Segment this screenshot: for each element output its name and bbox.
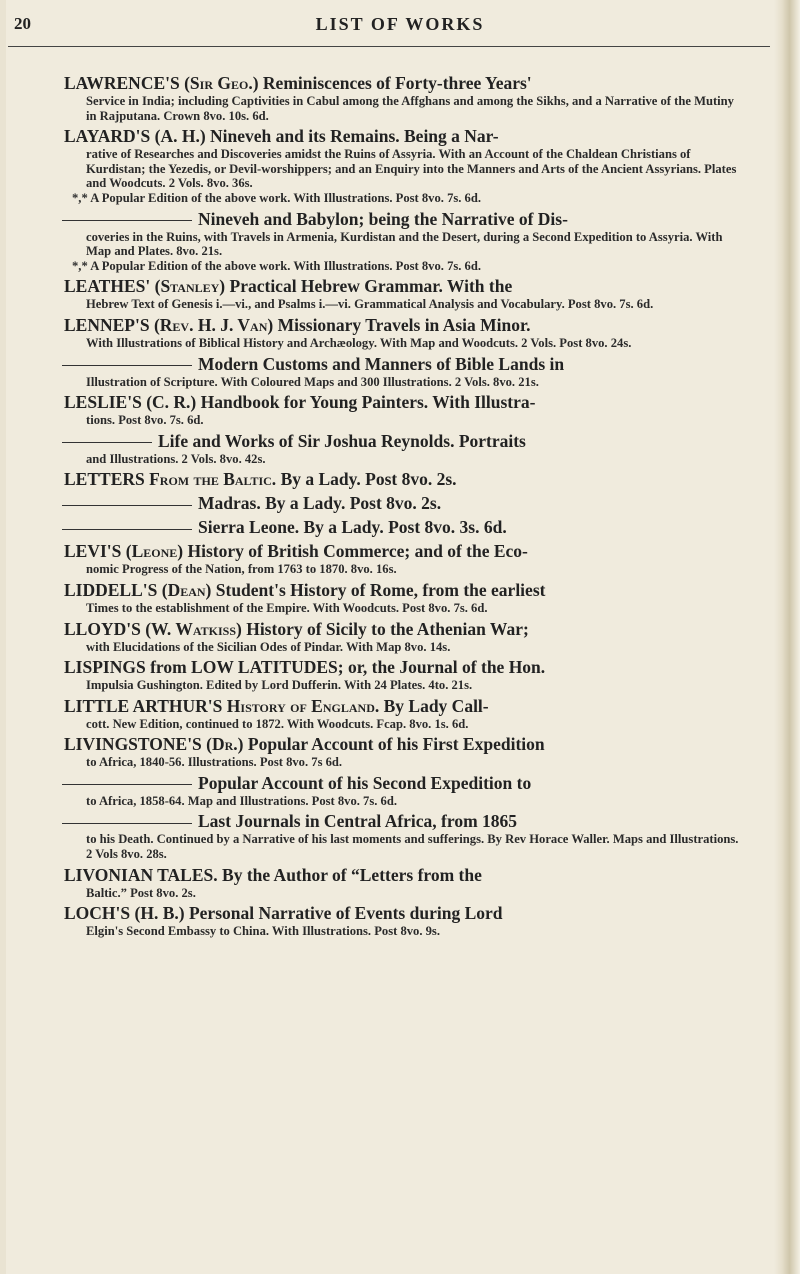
entry-description: Baltic.” Post 8vo. 2s. [86,885,196,900]
ditto-dash [62,823,192,824]
page-edge-right [774,0,800,1274]
entry-lispings [64,657,740,693]
entry-title: Life and Works of Sir Joshua Reynolds. Portraits [158,430,526,451]
entry-qualifier: (Stanley) [154,276,226,297]
entry-description: to Africa, 1840-56. Illustrations. Post 8vo. 7s 6d. [86,755,343,770]
entry-title: Nineveh and Babylon; being the Narrative of Dis- [198,208,568,229]
ditto-dash [62,784,192,785]
entry-description: Times to the establishment of the Empire. With Woodcuts. Post 8vo. 7s. 6d. [86,600,488,615]
entry-description: with Elucidations of the Sicilian Odes of Pindar. With Map 8vo. 14s. [86,639,451,654]
entry-author: LLOYD'S [64,618,141,639]
ditto-dash [62,505,192,506]
entry-description: Service in India; including Captivities in Cabul among the Affghans and among the Sikhs, and a Narrative of the Mutiny in Rajputana. Crown 8vo. 10s. 6d. [86,94,734,123]
entry-leathes [64,276,740,312]
page-number: 20 [14,14,31,33]
entry-author: LEVI'S [64,541,122,562]
entry-title: By a Lady. Post 8vo. 2s. [280,469,457,490]
ditto-dash [62,529,192,530]
entry-title: By the Author of “Letters from the [222,864,482,885]
entry-title: Nineveh and its Remains. Being a Nar- [210,126,499,147]
entry-lennep-customs [64,354,740,390]
entry-layard [64,126,740,205]
entry-author: LAYARD'S [64,126,151,147]
entry-description: coveries in the Ruins, with Travels in Armenia, Kurdistan and the Desert, during a Second Expedition to Assyria. With Map and Plates. 8vo. 21s. [86,229,723,259]
entry-author: LESLIE'S [64,392,142,413]
entry-title: Practical Hebrew Grammar. With the [229,276,513,297]
entry-letters-baltic [64,469,740,490]
entry-qualifier: (W. Watkiss) [145,618,242,639]
entry-author: LEATHES' [64,276,151,297]
works-listing [64,73,740,942]
entry-author: LIDDELL'S [64,579,158,600]
entry-note: *,* A Popular Edition of the above work. With Illustrations. Post 8vo. 7s. 6d. [72,190,482,205]
entry-letters-madras [64,493,740,514]
entry-qualifier: History of England. [226,695,380,716]
entry-qualifier: (Dr.) [206,734,244,755]
entry-note: *,* A Popular Edition of the above work. With Illustrations. Post 8vo. 7s. 6d. [72,258,482,273]
entry-description: nomic Progress of the Nation, from 1763 to 1870. 8vo. 16s. [86,562,397,577]
entry-description: rative of Researches and Discoveries amidst the Ruins of Assyria. With an Account of the Chaldean Christians of Kurdistan; the Yezedis, or Devil-worshippers; and an Enquiry into the Manners and Arts of the Ancient Assyrians. Plates and Woodcuts. 2 Vols. 8vo. 36s. [86,147,737,191]
entry-title: Student's History of Rome, from the earliest [215,579,546,600]
entry-title: Madras. By a Lady. Post 8vo. 2s. [198,493,442,514]
entry-title: History of British Commerce; and of the Eco- [187,541,528,562]
entry-title: Modern Customs and Manners of Bible Lands in [198,353,565,374]
entry-loch [64,903,740,939]
entry-qualifier: (C. R.) [146,392,197,413]
entry-author: LENNEP'S [64,314,150,335]
entry-lennep [64,315,740,351]
entry-description: tions. Post 8vo. 7s. 6d. [86,413,204,428]
entry-description: Illustration of Scripture. With Coloured Maps and 300 Illustrations. 2 Vols. 8vo. 21s. [86,374,539,389]
entry-description: cott. New Edition, continued to 1872. With Woodcuts. Fcap. 8vo. 1s. 6d. [86,716,469,731]
entry-qualifier: (Dean) [161,579,212,600]
entry-qualifier: From the Baltic. [149,469,277,490]
entry-title: Personal Narrative of Events during Lord [188,903,503,924]
ditto-dash [62,365,192,366]
entry-qualifier: (Rev. H. J. Van) [153,314,274,335]
entry-title: By Lady Call- [383,695,489,716]
entry-title: Sierra Leone. By a Lady. Post 8vo. 3s. 6d. [198,517,507,538]
entry-livingstone-journals [64,811,740,861]
entry-leslie [64,392,740,428]
entry-title: Last Journals in Central Africa, from 1865 [198,811,518,832]
header-rule [8,46,770,47]
entry-livingstone [64,734,740,770]
ditto-dash [62,442,152,443]
entry-author: LISPINGS [64,657,146,678]
entry-letters-sierra-leone [64,517,740,538]
entry-author: LETTERS [64,469,145,490]
entry-liddell [64,580,740,616]
entry-author: LIVINGSTONE'S [64,734,202,755]
page-edge-left [0,0,6,1274]
entry-title: Reminiscences of Forty-three Years' [262,73,532,93]
entry-title: Popular Account of his First Expedition [247,734,545,755]
entry-qualifier: (H. B.) [134,903,185,924]
entry-author: LAWRENCE'S [64,73,180,93]
entry-lawrence [64,73,740,123]
entry-lloyd [64,619,740,655]
entry-description: With Illustrations of Biblical History and Archæology. With Map and Woodcuts. 2 Vols. Post 8vo. 24s. [86,335,632,350]
entry-author: LIVONIAN TALES. [64,864,218,885]
entry-qualifier: (Sir Geo.) [184,73,259,93]
entry-title: from LOW LATITUDES; or, the Journal of the Hon. [150,657,546,678]
entry-description: to his Death. Continued by a Narrative of his last moments and sufferings. By Rev Horace Waller. Maps and Illustrations. 2 Vols 8vo. 28s. [86,832,739,862]
entry-title: Popular Account of his Second Expedition to [198,772,532,793]
entry-author: LOCH'S [64,903,131,924]
entry-author: LITTLE ARTHUR'S [64,695,223,716]
entry-little-arthur [64,696,740,732]
entry-layard-nineveh-babylon [64,209,740,274]
entry-title: Handbook for Young Painters. With Illustra- [200,392,536,413]
entry-livingstone-second [64,773,740,809]
entry-qualifier: (Leone) [125,541,184,562]
entry-leslie-reynolds [64,431,740,467]
entry-title: Missionary Travels in Asia Minor. [277,314,531,335]
entry-title: History of Sicily to the Athenian War; [246,618,529,639]
running-title: LIST OF WORKS [315,14,485,34]
entry-description: Elgin's Second Embassy to China. With Illustrations. Post 8vo. 9s. [86,924,440,939]
entry-description: Hebrew Text of Genesis i.—vi., and Psalms i.—vi. Grammatical Analysis and Vocabulary. Post 8vo. 7s. 6d. [86,297,654,312]
entry-description: and Illustrations. 2 Vols. 8vo. 42s. [86,451,266,466]
entry-livonian-tales [64,865,740,901]
entry-description: Impulsia Gushington. Edited by Lord Dufferin. With 24 Plates. 4to. 21s. [86,678,473,693]
entry-description: to Africa, 1858-64. Map and Illustrations. Post 8vo. 7s. 6d. [86,793,398,808]
entry-qualifier: (A. H.) [154,126,206,147]
entry-levi [64,541,740,577]
ditto-dash [62,220,192,221]
